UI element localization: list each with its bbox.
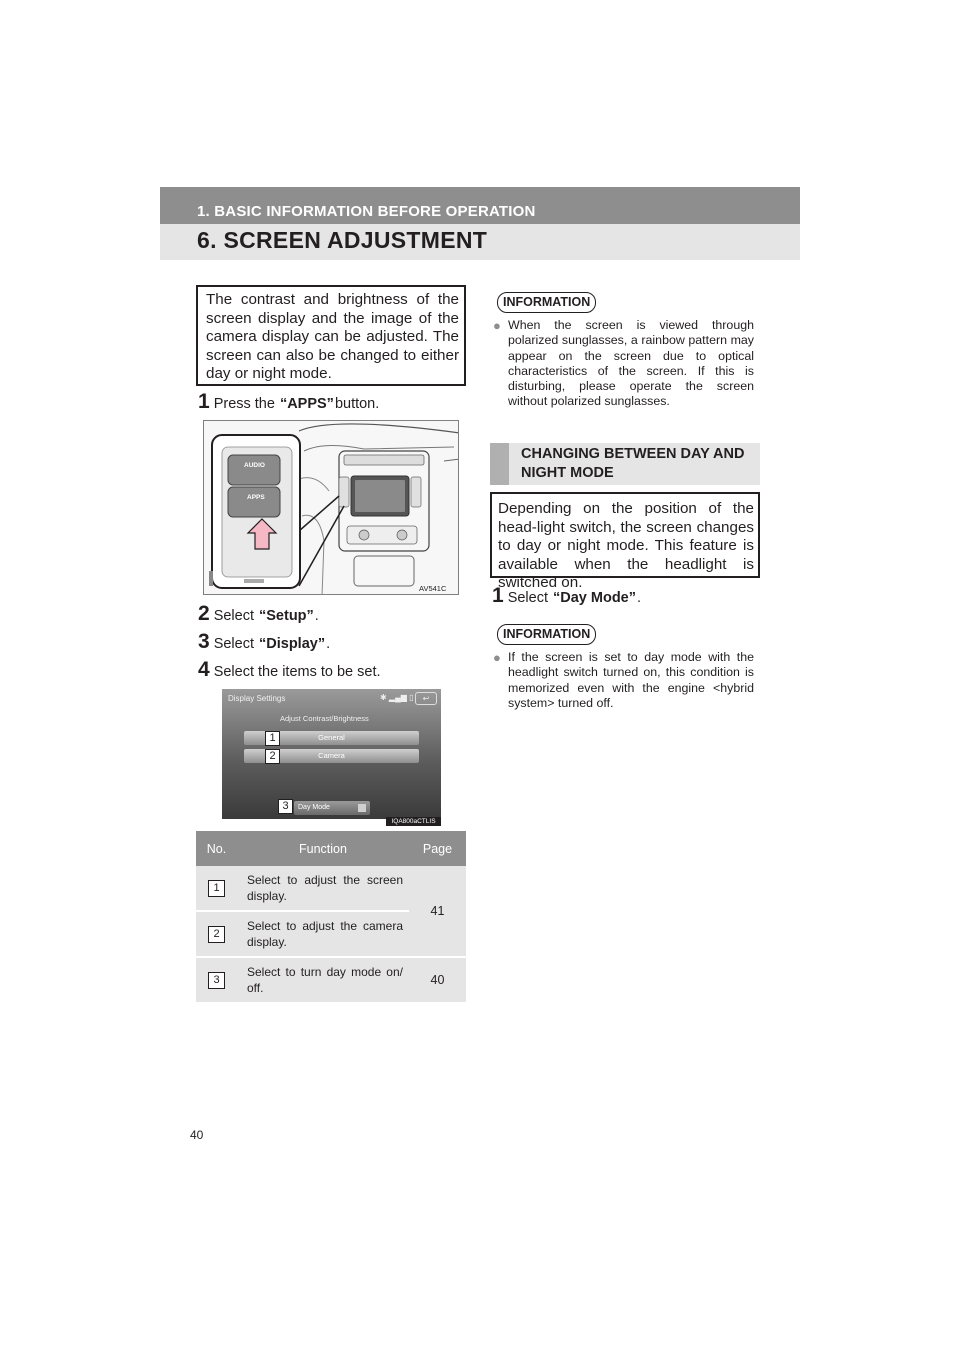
step-number: 3 — [198, 630, 210, 653]
audio-button-label: AUDIO — [244, 462, 265, 469]
day-mode-label: Day Mode — [298, 804, 330, 811]
step-number: 1 — [492, 584, 504, 607]
apps-button-label: APPS — [247, 494, 265, 501]
figure-code: IQA800aCTLIS — [386, 817, 441, 826]
step-text: Select — [213, 608, 254, 624]
column-header-function: Function — [237, 831, 409, 866]
row-number: 1 — [208, 880, 225, 897]
step-target: “Display” — [259, 636, 326, 652]
callout-1: 1 — [265, 731, 280, 746]
table-row — [196, 866, 466, 911]
step-text-end: . — [637, 590, 642, 606]
information-text: When the screen is viewed through polarized sunglasses, a rainbow pattern may appear on the screen due to optical characteristics of the screen. If this is disturbing, please operate the screen without polarized sunglasses. — [508, 318, 754, 409]
step-2 — [198, 602, 319, 626]
step-target: “Day Mode” — [553, 590, 636, 606]
table-row — [196, 957, 466, 1003]
callout-2: 2 — [265, 749, 280, 764]
row-number-cell — [196, 866, 237, 911]
back-icon[interactable]: ↩ — [415, 692, 437, 705]
row-number: 2 — [208, 926, 225, 943]
display-settings-screen — [222, 689, 441, 819]
step-text: Select — [213, 636, 254, 652]
row-number-cell — [196, 957, 237, 1003]
figure-code: AV541C — [419, 584, 447, 593]
column-header-page: Page — [409, 831, 466, 866]
step-text: Select — [507, 590, 548, 606]
page-number: 40 — [190, 1128, 204, 1142]
information-label: INFORMATION — [497, 292, 596, 313]
row-function: Select to adjust the camera display. — [237, 911, 409, 957]
step-text: Select the items to be set. — [213, 664, 381, 680]
information-label: INFORMATION — [497, 624, 596, 645]
information-text: If the screen is set to day mode with the headlight switch turned on, this condition is memorized even with the engine <hybrid system> turned off. — [508, 650, 754, 710]
dashboard-figure — [203, 420, 459, 595]
bullet-icon: ● — [493, 318, 501, 333]
step-3 — [198, 630, 330, 654]
chapter-title: 6. SCREEN ADJUSTMENT — [197, 227, 488, 253]
subsection-heading: CHANGING BETWEEN DAY AND NIGHT MODE — [521, 446, 745, 481]
screen-title: Display Settings — [228, 694, 286, 703]
step-target: “Setup” — [259, 608, 314, 624]
step-text-end: . — [326, 636, 331, 652]
adjust-section-label: Adjust Contrast/Brightness — [280, 714, 369, 723]
section-title: 1. BASIC INFORMATION BEFORE OPERATION — [197, 203, 536, 220]
step-target: “APPS” — [279, 396, 334, 412]
day-mode-button[interactable] — [294, 801, 370, 815]
step-4 — [198, 658, 381, 682]
function-table — [196, 831, 466, 1004]
callout-3: 3 — [278, 799, 293, 814]
step-text-end: button. — [334, 396, 380, 412]
row-function: Select to turn day mode on/ off. — [237, 957, 409, 1003]
table-header-row — [196, 831, 466, 866]
column-header-no: No. — [196, 831, 237, 866]
information-item — [493, 650, 754, 711]
information-item — [493, 318, 754, 410]
step-number: 4 — [198, 658, 210, 681]
row-function: Select to adjust the screen display. — [237, 866, 409, 911]
dashboard-illustration — [204, 421, 459, 595]
step-text-end: . — [314, 608, 319, 624]
row-number: 3 — [208, 972, 225, 989]
step-number: 1 — [198, 390, 210, 413]
row-page: 40 — [409, 957, 466, 1003]
bullet-icon: ● — [493, 650, 501, 665]
day-night-description-box: Depending on the position of the head-light switch, the screen changes to day or night mode. This feature is available when the headlight is switched on. — [490, 492, 760, 578]
day-mode-step — [492, 584, 641, 608]
subsection-heading-accent — [490, 443, 509, 485]
row-number-cell — [196, 911, 237, 957]
step-number: 2 — [198, 602, 210, 625]
intro-box: The contrast and brightness of the screen display and the image of the camera display can be adjusted. The screen can also be changed to either day or night mode. — [196, 285, 466, 386]
step-text: Press the — [213, 396, 275, 412]
row-page: 41 — [409, 866, 466, 957]
day-mode-indicator — [358, 804, 366, 812]
camera-button[interactable]: Camera — [244, 749, 419, 763]
step-1 — [198, 390, 379, 414]
general-button[interactable]: General — [244, 731, 419, 745]
status-icons: ✱ ▂▄▆ ▯ — [380, 693, 414, 702]
